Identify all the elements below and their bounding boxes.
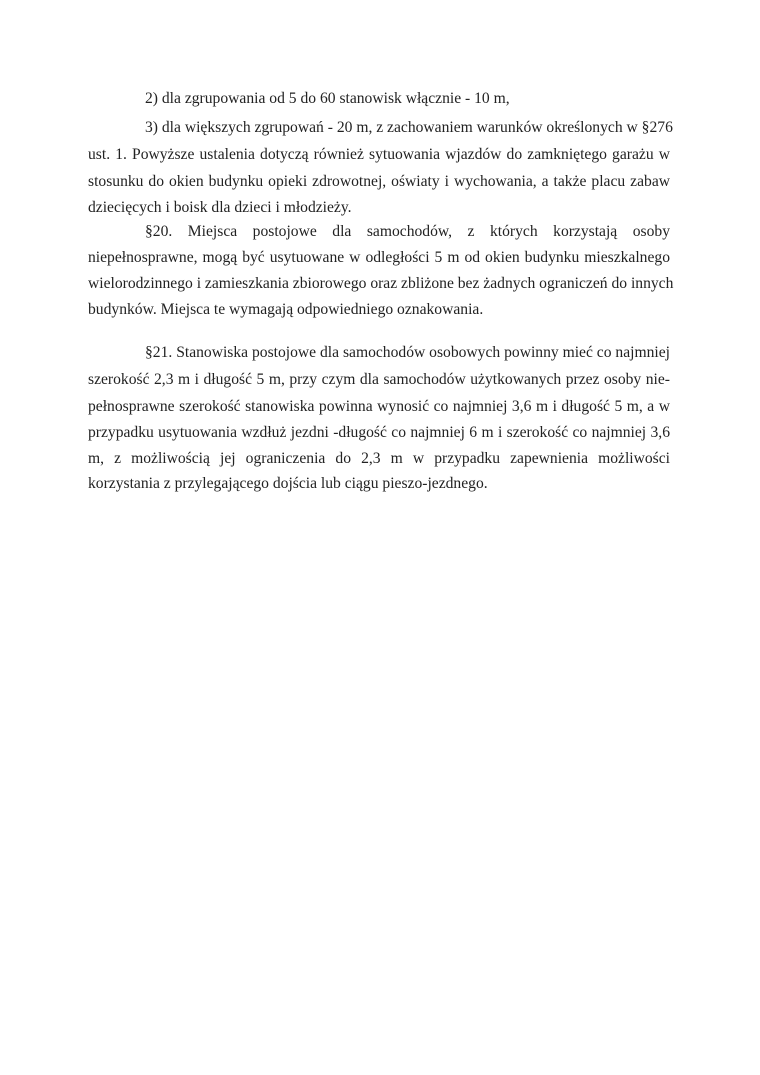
text-line: wielorodzinnego i zamieszkania zbiorowego oraz zbliżone bez żadnych ograniczeń do innych (88, 275, 674, 292)
text-line: szerokość 2,3 m i długość 5 m, przy czym dla samochodów użytkowanych przez osoby nie- (88, 371, 670, 388)
text-line: pełnosprawne szerokość stanowiska powinna wynosić co najmniej 3,6 m i długość 5 m, a w (88, 398, 670, 415)
text-line: przypadku usytuowania wzdłuż jezdni -długość co najmniej 6 m i szerokość co najmniej 3,6 (88, 424, 670, 441)
text-line: §21. Stanowiska postojowe dla samochodów osobowych powinny mieć co najmniej (145, 344, 670, 361)
text-line: budynków. Miejsca te wymagają odpowiedniego oznakowania. (88, 301, 484, 318)
text-line: §20. Miejsca postojowe dla samochodów, z których korzystają osoby (145, 223, 670, 240)
text-line: m, z możliwością jej ograniczenia do 2,3 m w przypadku zapewnienia możliwości (88, 450, 670, 467)
text-line: 3) dla większych zgrupowań - 20 m, z zachowaniem warunków określonych w §276 (145, 119, 673, 136)
text-line: korzystania z przylegającego dojścia lub ciągu pieszo-jezdnego. (88, 475, 488, 492)
text-line: stosunku do okien budynku opieki zdrowotnej, oświaty i wychowania, a także placu zabaw (88, 173, 670, 190)
text-line: 2) dla zgrupowania od 5 do 60 stanowisk włącznie - 10 m, (145, 90, 510, 107)
text-line: ust. 1. Powyższe ustalenia dotyczą również sytuowania wjazdów do zamkniętego garażu w (88, 146, 670, 163)
text-line: niepełnosprawne, mogą być usytuowane w odległości 5 m od okien budynku mieszkalnego (88, 249, 670, 266)
text-line: dziecięcych i boisk dla dzieci i młodzieży. (88, 199, 352, 216)
